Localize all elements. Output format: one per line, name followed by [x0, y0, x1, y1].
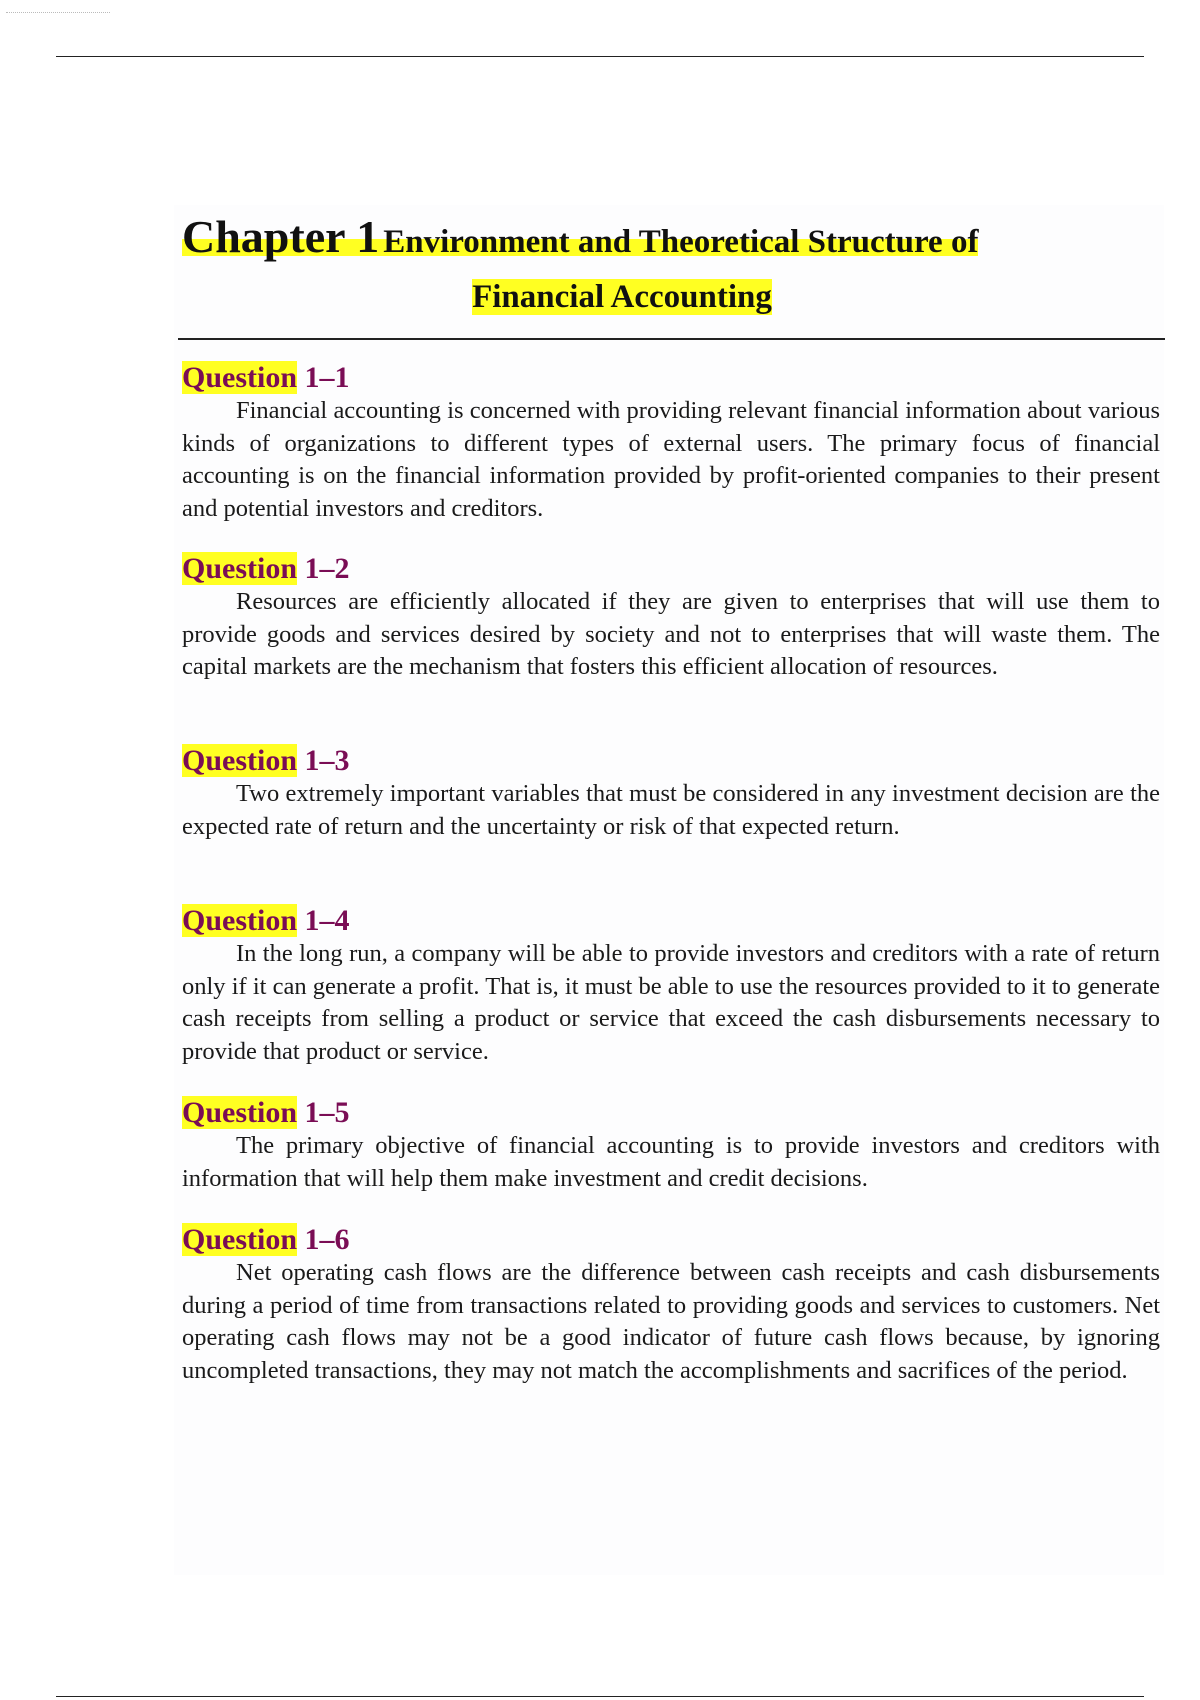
question-block: [182, 552, 1160, 684]
question-label: Question: [182, 1223, 298, 1256]
question-label: Question: [182, 552, 298, 585]
chapter-title-highlight: [182, 211, 979, 262]
question-block: [182, 1096, 1160, 1195]
question-block: [182, 904, 1160, 1068]
chapter-title: [182, 208, 1062, 323]
chapter-title-line1: [182, 208, 1062, 277]
question-label: Question: [182, 904, 298, 937]
question-heading: [182, 361, 1160, 395]
question-heading: [182, 552, 1160, 586]
question-heading: [182, 904, 1160, 938]
question-number: 1–3: [304, 744, 350, 777]
question-number: 1–5: [304, 1096, 350, 1129]
question-heading: [182, 1096, 1160, 1130]
chapter-label: Chapter 1: [182, 211, 380, 262]
question-answer: Financial accounting is concerned with providing relevant financial information about various kinds of organizations to different types of external users. The primary focus of financial accounting is on the financial information provided by profit-oriented companies to their present and potential investors and creditors.: [182, 397, 1160, 522]
title-divider: [178, 338, 1165, 340]
question-heading: [182, 1223, 1160, 1257]
question-answer: In the long run, a company will be able to provide investors and creditors with a rate of return only if it can generate a profit. That is, it must be able to use the resources provided to it to generate cash receipts from selling a product or service that exceed the cash disbursements necessary to provide that product or service.: [182, 940, 1160, 1065]
question-label: Question: [182, 361, 298, 394]
question-number: 1–1: [304, 361, 350, 394]
question-number: 1–6: [304, 1223, 350, 1256]
question-number: 1–4: [304, 904, 350, 937]
corner-mark: [6, 6, 110, 13]
question-heading: [182, 744, 1160, 778]
footer-rule: [56, 1696, 1144, 1697]
question-label: Question: [182, 744, 298, 777]
chapter-title-text-1: Environment and Theoretical Structure of: [383, 224, 979, 260]
question-answer: The primary objective of financial accounting is to provide investors and creditors with information that will help them make investment and credit decisions.: [182, 1132, 1160, 1192]
question-block: [182, 361, 1160, 525]
question-answer: Two extremely important variables that must be considered in any investment decision are the expected rate of return and the uncertainty or risk of that expected return.: [182, 780, 1160, 840]
question-answer: Net operating cash flows are the difference between cash receipts and cash disbursements during a period of time from transactions related to providing goods and services to customers. Net operating cash flows may not be a good indicator of future cash flows because, by ignoring uncompleted transactions, they may not match the accomplishments and sacrifices of the period.: [182, 1259, 1160, 1384]
chapter-title-line2: [182, 277, 1062, 323]
question-label: Question: [182, 1096, 298, 1129]
header-rule: [56, 56, 1144, 57]
question-answer: Resources are efficiently allocated if they are given to enterprises that will use them to provide goods and services desired by society and not to enterprises that will waste them. The capital markets are the mechanism that fosters this efficient allocation of resources.: [182, 588, 1160, 680]
question-block: [182, 744, 1160, 843]
chapter-title-text-2: Financial Accounting: [472, 279, 772, 315]
question-block: [182, 1223, 1160, 1387]
question-number: 1–2: [304, 552, 350, 585]
